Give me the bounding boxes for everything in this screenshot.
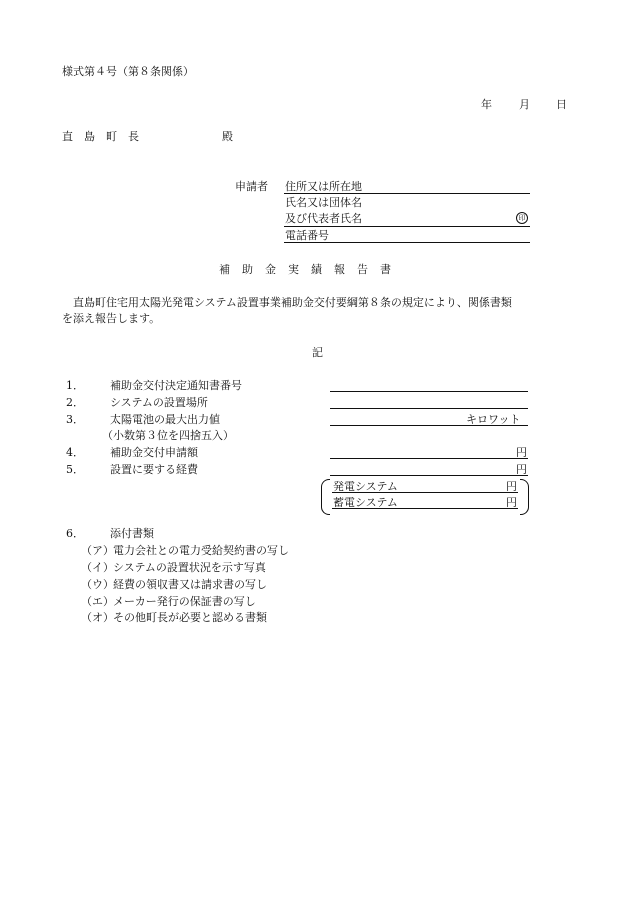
unit-yen: 円 (506, 496, 517, 509)
right-bracket (520, 479, 529, 515)
item-label-grant-amount: 補助金交付申請額 (110, 446, 198, 459)
attachment-item: その他町長が必要と認める書類 (113, 611, 267, 624)
notice-number-line (330, 391, 528, 392)
addressee-honorific: 殿 (222, 130, 233, 143)
applicant-address-line (284, 193, 530, 194)
applicant-address-label: 住所又は所在地 (285, 180, 362, 193)
body-text-line-1: 直島町住宅用太陽光発電システム設置事業補助金交付要綱第８条の規定により、関係書類 (73, 296, 512, 309)
attachment-mark: （オ） (81, 611, 114, 624)
item-label-install-cost: 設置に要する経費 (110, 463, 198, 476)
item-number: 5． (66, 463, 84, 476)
breakdown-storage-label: 蓄電システム (333, 496, 398, 509)
item-number: 3． (66, 413, 84, 426)
item-label-notice-number: 補助金交付決定通知書番号 (110, 379, 242, 392)
unit-yen: 円 (516, 446, 527, 459)
attachment-item: メーカー発行の保証書の写し (113, 595, 256, 608)
generation-cost-line (332, 492, 518, 493)
attachment-mark: （ウ） (81, 578, 114, 591)
install-location-line (330, 408, 528, 409)
document-title: 補 助 金 実 績 報 告 書 (219, 263, 392, 276)
addressee-name: 直 島 町 長 (62, 130, 139, 143)
grant-amount-line (330, 458, 528, 459)
install-cost-line (330, 475, 528, 476)
attachment-mark: （イ） (81, 561, 114, 574)
seal-mark: 印 (516, 212, 528, 224)
applicant-org-label: 氏名又は団体名 (285, 196, 362, 209)
item-label-max-output: 太陽電池の最大出力値 (110, 413, 220, 426)
unit-yen: 円 (506, 480, 517, 493)
date-month-label: 月 (519, 98, 530, 111)
breakdown-generation-label: 発電システム (333, 480, 398, 493)
unit-yen: 円 (516, 463, 527, 476)
body-text-line-2: を添え報告します。 (62, 312, 161, 325)
applicant-phone-label: 電話番号 (285, 229, 329, 242)
applicant-label: 申請者 (235, 180, 268, 193)
left-bracket (321, 479, 330, 515)
attachment-mark: （ア） (81, 544, 114, 557)
date-year-label: 年 (481, 98, 492, 111)
item-number: 1． (66, 379, 84, 392)
max-output-line (330, 425, 528, 426)
item-label-install-location: システムの設置場所 (110, 396, 208, 409)
rounding-note: （小数第３位を四捨五入） (102, 429, 234, 442)
attachment-item: システムの設置状況を示す写真 (113, 561, 266, 574)
applicant-name-line (284, 226, 530, 227)
unit-kilowatt: キロワット (466, 413, 521, 426)
attachments-heading: 添付書類 (110, 527, 154, 540)
attachments-number: 6． (66, 527, 84, 540)
item-number: 4． (66, 446, 84, 459)
attachment-item: 経費の領収書又は請求書の写し (113, 578, 267, 591)
attachment-mark: （エ） (81, 595, 114, 608)
attachment-item: 電力会社との電力受給契約書の写し (113, 544, 289, 557)
applicant-rep-label: 及び代表者氏名 (285, 212, 362, 225)
form-number: 様式第４号（第８条関係） (62, 65, 194, 78)
storage-cost-line (332, 508, 518, 509)
item-number: 2． (66, 396, 84, 409)
applicant-phone-line (284, 242, 530, 243)
ki-heading: 記 (312, 346, 323, 359)
date-day-label: 日 (556, 98, 567, 111)
